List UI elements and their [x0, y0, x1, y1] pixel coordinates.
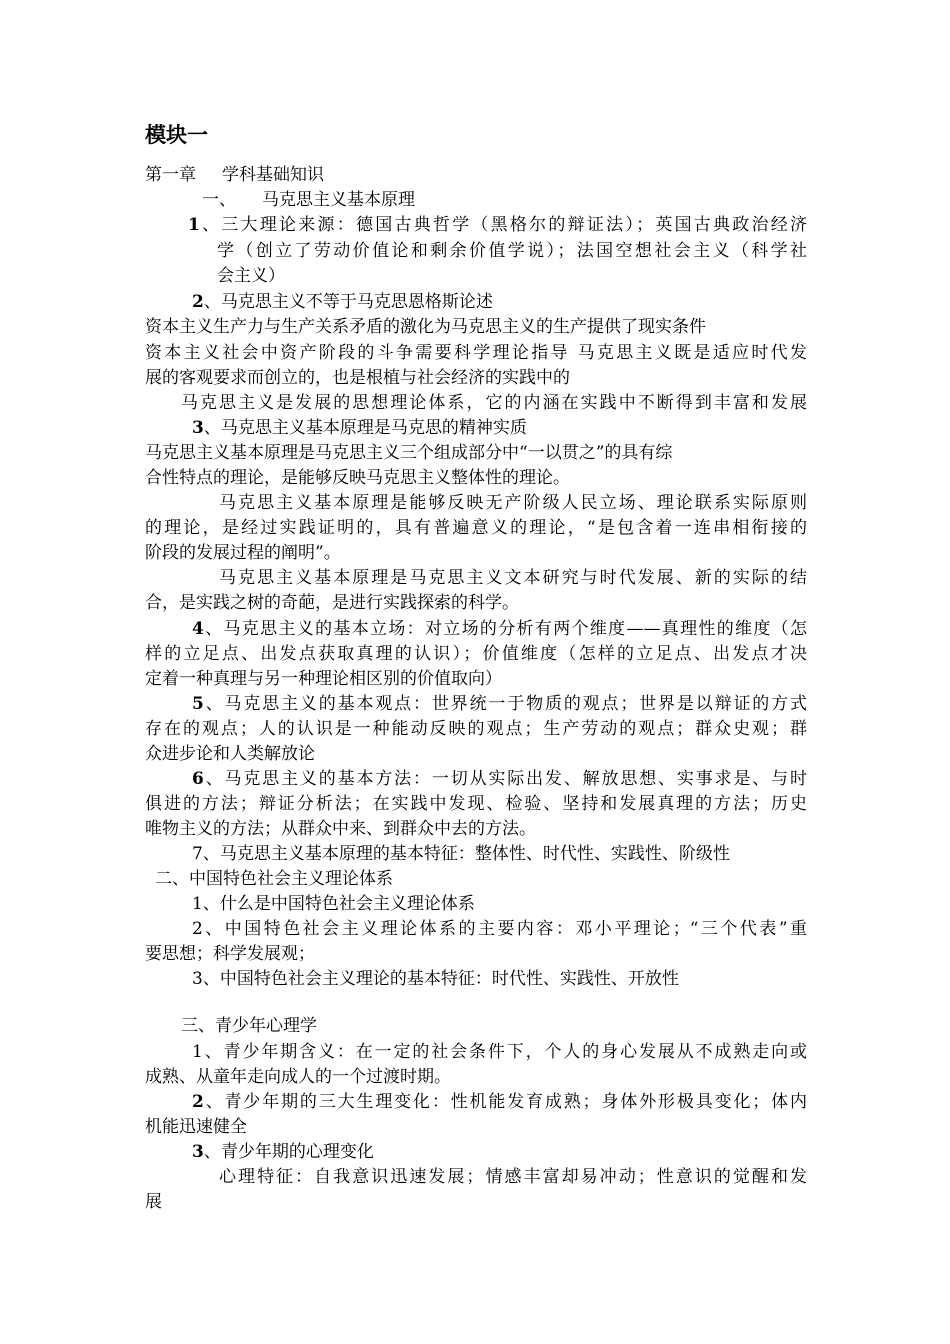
item-4-text: 、马克思主义的基本立场：对立场的分析有两个维度——真理性的维度（怎 — [203, 619, 807, 639]
item-1-line-1 — [188, 213, 807, 237]
item-2-line-2: 资本主义社会中资产阶段的斗争需要科学理论指导 马克思主义既是适应时代发 — [145, 343, 807, 363]
item-6-number: 6 — [192, 769, 204, 789]
item-6-line-1 — [192, 767, 807, 791]
item-6-line-3: 唯物主义的方法；从群众中来、到群众中去的方法。 — [145, 819, 536, 839]
item-5-line-2: 存在的观点；人的认识是一种能动反映的观点；生产劳动的观点；群众史观；群 — [145, 719, 807, 739]
item-7-line-1: 7、马克思主义基本原理的基本特征：整体性、时代性、实践性、阶级性 — [192, 844, 730, 864]
item-2-line-3: 展的客观要求而创立的，也是根植与社会经济的实践中的 — [145, 368, 570, 388]
item-6-line-2: 俱进的方法；辩证分析法；在实践中发现、检验、坚持和发展真理的方法；历史 — [145, 794, 807, 814]
item-3-line-6: 马克思主义基本原理是马克思主义文本研究与时代发展、新的实际的结 — [219, 568, 807, 588]
section-2-item-2-line-1: 2、中国特色社会主义理论体系的主要内容：邓小平理论；“三个代表”重 — [192, 919, 807, 939]
item-4-line-1 — [192, 617, 807, 641]
section-3-item-3-line-2: 展 — [145, 1192, 162, 1212]
item-4-line-2: 样的立足点、出发点获取真理的认识）；价值维度（怎样的立足点、出发点才决 — [145, 644, 807, 664]
chapter-name: 学科基础知识 — [222, 165, 324, 185]
item-5-number: 5 — [192, 694, 204, 714]
item-2-title: 、马克思主义不等于马克思恩格斯论述 — [203, 292, 493, 312]
item-3-number: 3 — [192, 418, 204, 438]
item-2-line-4: 马克思主义是发展的思想理论体系，它的内涵在实践中不断得到丰富和发展 — [181, 393, 807, 413]
item-3-line-5: 阶段的发展过程的阐明”。 — [145, 543, 341, 563]
chapter-label: 第一章 — [145, 165, 196, 185]
item-3-line-2: 合性特点的理论，是能够反映马克思主义整体性的理论。 — [145, 468, 570, 488]
chapter-heading — [145, 163, 324, 187]
item-4-number: 4 — [192, 619, 204, 639]
item-5-line-1 — [192, 692, 807, 716]
section-1-number: 一、 — [202, 190, 236, 210]
section-3-item-3-number: 3 — [192, 1142, 204, 1162]
section-1-title: 马克思主义基本原理 — [262, 190, 415, 210]
section-3-item-2-text: 、青少年期的三大生理变化：性机能发育成熟；身体外形极具变化；体内 — [203, 1092, 807, 1112]
item-1-number: 1 — [188, 215, 200, 235]
section-3-heading: 三、青少年心理学 — [181, 1016, 317, 1036]
section-3-item-3-heading — [192, 1140, 374, 1164]
module-title: 模块一 — [145, 123, 208, 147]
section-2-heading: 二、中国特色社会主义理论体系 — [155, 869, 393, 889]
item-4-line-3: 定着一种真理与另一种理论相区别的价值取向） — [145, 669, 502, 689]
item-3-title: 、马克思主义基本原理是马克思的精神实质 — [203, 418, 527, 438]
section-2-item-3: 3、中国特色社会主义理论的基本特征：时代性、实践性、开放性 — [192, 969, 679, 989]
item-3-line-7: 合，是实践之树的奇葩，是进行实践探索的科学。 — [145, 593, 519, 613]
item-6-text: 、马克思主义的基本方法：一切从实际出发、解放思想、实事求是、与时 — [203, 769, 807, 789]
item-1-text: 、三大理论来源：德国古典哲学（黑格尔的辩证法）；英国古典政治经济 — [199, 215, 807, 235]
item-3-line-1: 马克思主义基本原理是马克思主义三个组成部分中“一以贯之”的具有综 — [145, 443, 673, 463]
section-3-item-2-line-1 — [192, 1090, 807, 1114]
section-3-item-2-number: 2 — [192, 1092, 204, 1112]
section-2-item-2-line-2: 要思想；科学发展观； — [145, 944, 315, 964]
item-1-line-3: 会主义） — [217, 266, 285, 286]
item-3-heading — [192, 416, 527, 440]
item-2-line-1: 资本主义生产力与生产关系矛盾的激化为马克思主义的生产提供了现实条件 — [145, 317, 706, 337]
section-3-item-2-line-2: 机能迅速健全 — [145, 1117, 247, 1137]
item-5-line-3: 众进步论和人类解放论 — [145, 744, 315, 764]
section-3-item-1-line-1: 1、青少年期含义：在一定的社会条件下，个人的身心发展从不成熟走向或 — [192, 1042, 807, 1062]
item-3-line-4: 的理论，是经过实践证明的，具有普遍意义的理论，“是包含着一连串相衔接的 — [145, 518, 807, 538]
item-5-text: 、马克思主义的基本观点：世界统一于物质的观点；世界是以辩证的方式 — [203, 694, 807, 714]
section-2-item-1: 1、什么是中国特色社会主义理论体系 — [192, 894, 475, 914]
item-3-line-3: 马克思主义基本原理是能够反映无产阶级人民立场、理论联系实际原则 — [219, 493, 807, 513]
section-3-item-3-title: 、青少年期的心理变化 — [203, 1142, 374, 1162]
item-2-number: 2 — [192, 292, 204, 312]
item-2-heading — [192, 290, 493, 314]
section-3-item-1-line-2: 成熟、从童年走向成人的一个过渡时期。 — [145, 1067, 451, 1087]
section-1-heading — [202, 188, 415, 212]
item-1-line-2: 学（创立了劳动价值论和剩余价值学说）；法国空想社会主义（科学社 — [217, 241, 807, 261]
section-3-item-3-line-1: 心理特征：自我意识迅速发展；情感丰富却易冲动；性意识的觉醒和发 — [219, 1167, 807, 1187]
